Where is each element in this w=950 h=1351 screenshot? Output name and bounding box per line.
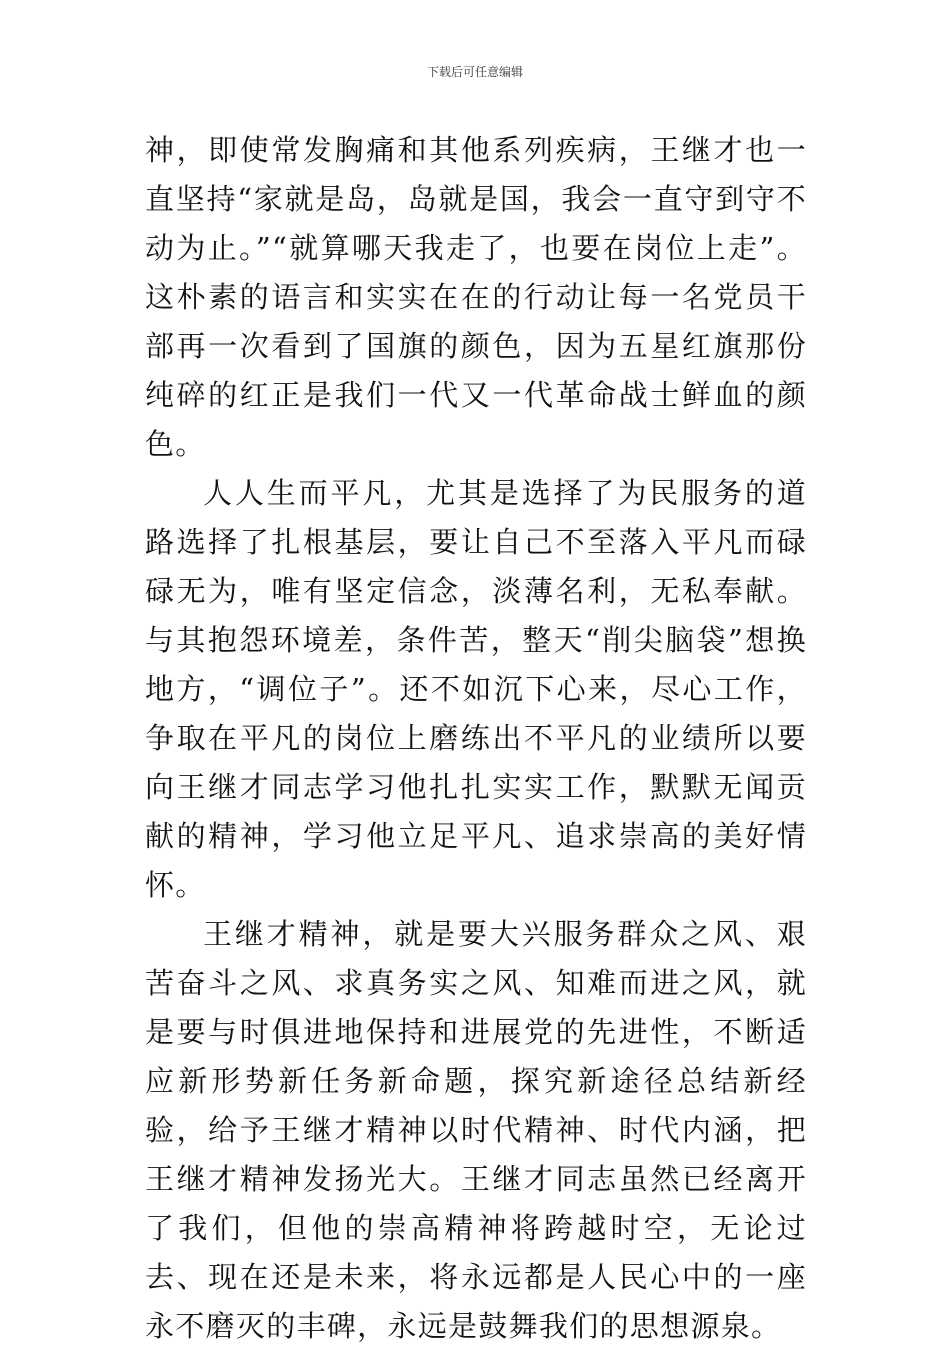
paragraph-continuation: 神，即使常发胸痛和其他系列疾病，王继才也一直坚持“家就是岛，岛就是国，我会一直守到守不动为止。”“就算哪天我走了，也要在岗位上走”。这朴素的语言和实实在在的行动让每一名党员干部再一次看到了国旗的颜色，因为五星红旗那份纯碎的红正是我们一代又一代革命战士鲜血的颜色。 <box>145 133 807 461</box>
page-header: 下载后可任意编辑 <box>426 65 523 79</box>
paragraph: 人人生而平凡，尤其是选择了为民服务的道路选择了扎根基层，要让自己不至落入平凡而碌碌无为，唯有坚定信念，淡薄名利，无私奉献。与其抱怨环境差，条件苦，整天“削尖脑袋”想换地方，“调位子”。还不如沉下心来，尽心工作，争取在平凡的岗位上磨练出不平凡的业绩所以要向王继才同志学习他扎扎实实工作，默默无闻贡献的精神，学习他立足平凡、追求崇高的美好情怀。 <box>145 476 807 902</box>
document-body <box>145 126 807 1351</box>
paragraph: 王继才精神，就是要大兴服务群众之风、艰苦奋斗之风、求真务实之风、知难而进之风，就是要与时俱进地保持和进展党的先进性，不断适应新形势新任务新命题，探究新途径总结新经验，给予王继才精神以时代精神、时代内涵，把王继才精神发扬光大。王继才同志虽然已经离开了我们，但他的崇高精神将跨越时空，无论过去、现在还是未来，将永远都是人民心中的一座永不磨灭的丰碑，永远是鼓舞我们的思想源泉。 <box>145 917 807 1343</box>
